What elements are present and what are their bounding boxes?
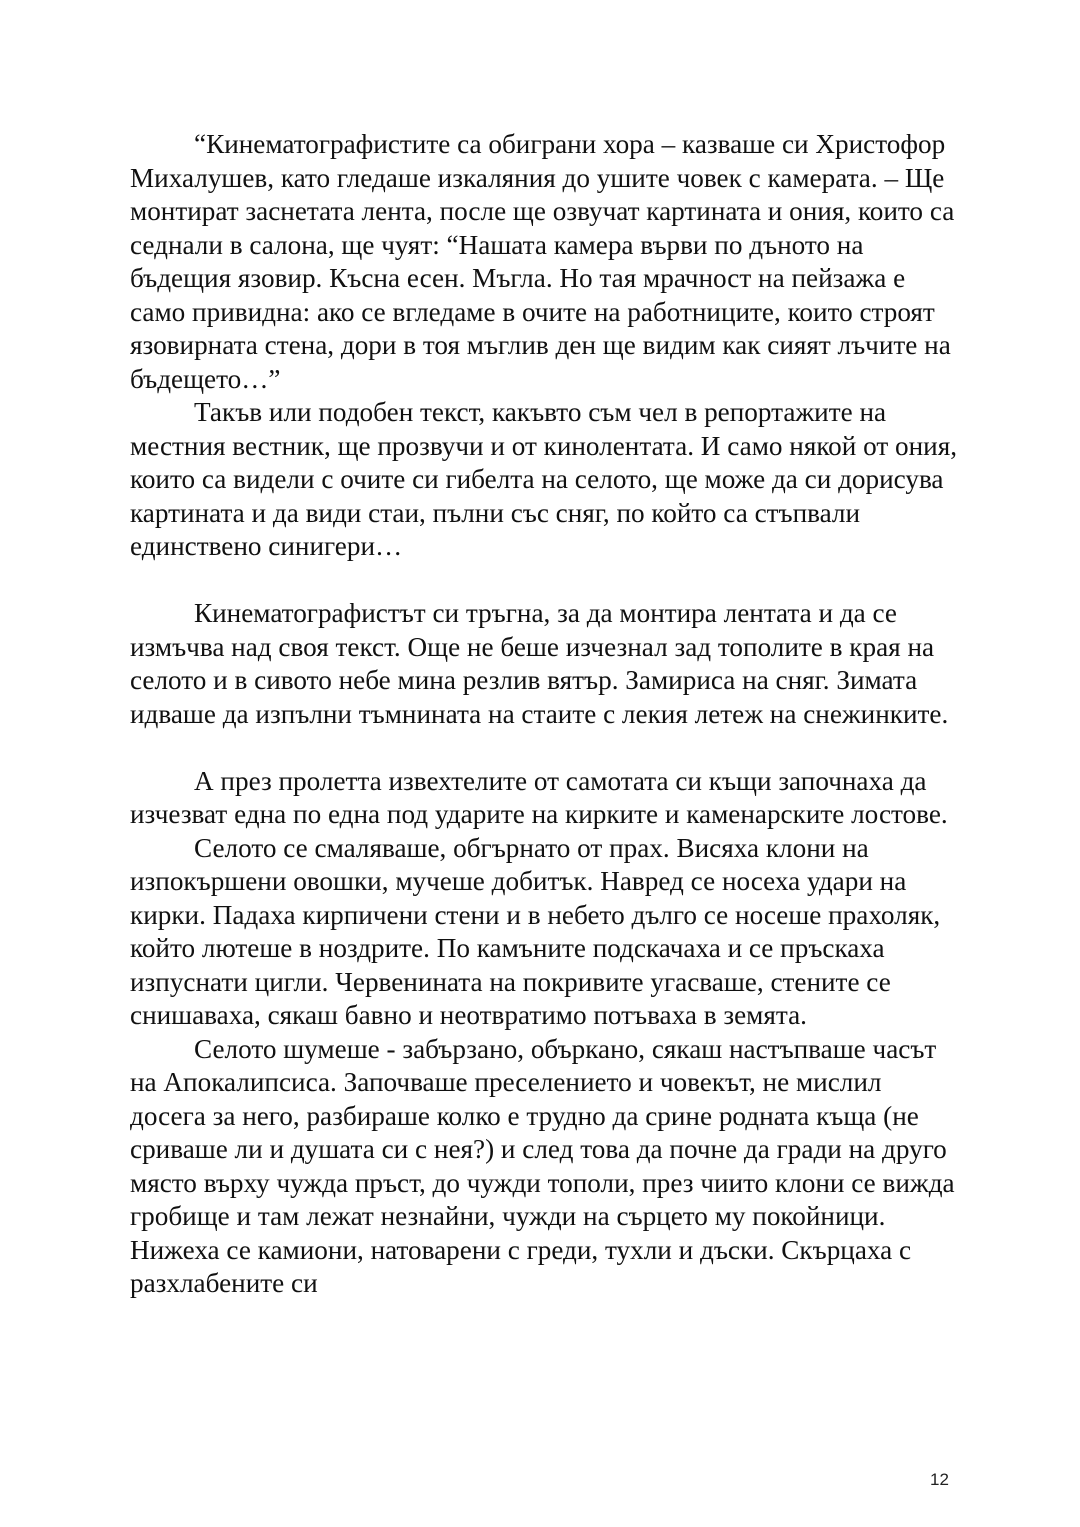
paragraph-4: А през пролетта извехтелите от самотата си къщи започнаха да изчезват една по една под ударите на кирките и каменарските лостове. xyxy=(130,765,948,829)
paragraph-gap xyxy=(130,564,960,598)
paragraph-2: Такъв или подобен текст, какъвто съм чел в репортажите на местния вестник, ще прозвучи и от кинолентата. И само някой от ония, които са видели с очите си гибелта на селото, ще може да си дорисува картината и да види стаи, пълни със сняг, по който са стъпвали единствено синигери… xyxy=(130,397,958,561)
page-number: 12 xyxy=(930,1470,949,1489)
paragraph-3: Кинематографистът си тръгна, за да монтира лентата и да се измъчва над своя текст. Още не беше изчезнал зад тополите в края на селото и в сивото небе мина резлив вятър. Замириса на сняг. Зимата идваше да изпълни тъмнината на стаите с лекия летеж на снежинките. xyxy=(130,598,949,729)
paragraph-1: “Кинематографистите са обиграни хора – казваше си Христофор Михалушев, като гледаше изкаляния до ушите човек с камерата. – Ще монтират заснетата лента, после ще озвучат картината и ония, които са седнали в салона, ще чуят: “Нашата камера върви по дъното на бъдещия язовир. Късна есен. Мъгла. Но тая мрачност на пейзажа е само привидна: ако се вгледаме в очите на работниците, които строят язовирната стена, дори в тоя мъглив ден ще видим как сияят лъчите на бъдещето…” xyxy=(130,129,955,394)
paragraph-6: Селото шумеше - забързано, объркано, сякаш настъпваше часът на Апокалипсиса. Започваше преселението и човекът, не мислил досега за него, разбираше колко е трудно да срине родната къща (не сриваше ли и душата си с нея?) и след това да почне да гради на друго място върху чужда пръст, до чужди тополи, през чиито клони се вижда гробище и там лежат незнайни, чужди на сърцето му покойници. Нижеха се камиони, натоварени с греди, тухли и дъски. Скърцаха с разхлабените си xyxy=(130,1033,955,1298)
body-text xyxy=(130,128,960,1301)
paragraph-gap xyxy=(130,731,960,765)
paragraph-5: Селото се смаляваше, обгърнато от прах. Висяха клони на изпокършени овошки, мучеше добитък. Навред се носеха удари на кирки. Падаха кирпичени стени и в небето дълго се носеше прахоляк, който лютеше в ноздрите. По камъните подскачаха и се пръскаха изпуснати цигли. Червенината на покривите угасваше, стените се снишаваха, сякаш бавно и неотвратимо потъваха в земята. xyxy=(130,832,941,1030)
